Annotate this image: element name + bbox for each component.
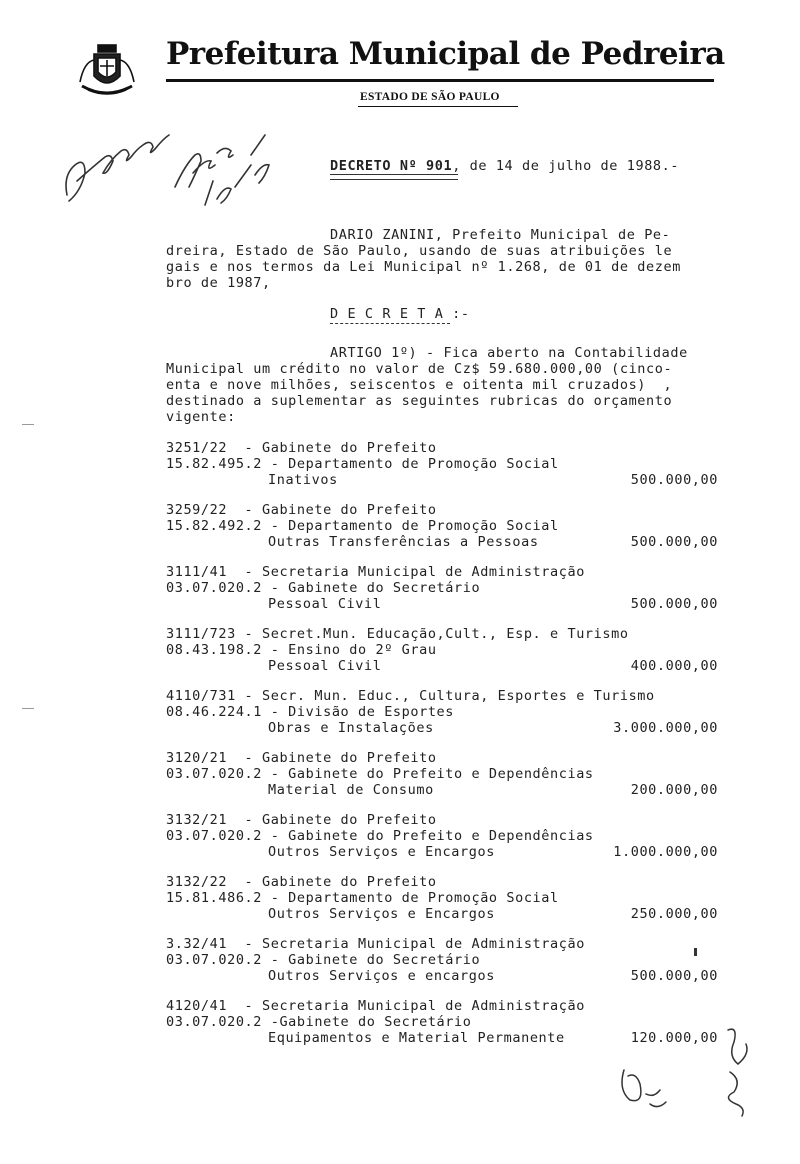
rubric-value: 3.000.000,00 xyxy=(613,720,718,736)
preamble-line: DARIO ZANINI, Prefeito Municipal de Pe- xyxy=(330,227,671,243)
decree-date: , de 14 de julho de 1988.- xyxy=(452,158,680,174)
coat-of-arms-icon xyxy=(74,42,140,102)
stray-mark xyxy=(694,948,697,956)
rubric-value: 400.000,00 xyxy=(630,658,718,674)
decreta-heading: D E C R E T A :- xyxy=(330,306,470,322)
state-subtitle: ESTADO DE SÃO PAULO xyxy=(360,91,500,103)
rubric-description: Obras e Instalações xyxy=(268,720,434,736)
rubric-program-line: 15.82.492.2 - Departamento de Promoção Social xyxy=(166,518,559,534)
rubric-value: 1.000.000,00 xyxy=(613,844,718,860)
rubric-code-line: 4110/731 - Secr. Mun. Educ., Cultura, Esportes e Turismo xyxy=(166,688,655,704)
rubric-code-line: 3.32/41 - Secretaria Municipal de Administração xyxy=(166,936,585,952)
article-line: destinado a suplementar as seguintes rubricas do orçamento xyxy=(166,393,673,409)
article-line: Municipal um crédito no valor de Cz$ 59.680.000,00 (cinco- xyxy=(166,361,673,377)
rubric-code-line: 3120/21 - Gabinete do Prefeito xyxy=(166,750,437,766)
handwritten-initials xyxy=(610,1020,760,1120)
rubric-value: 120.000,00 xyxy=(630,1030,718,1046)
article-line: ARTIGO 1º) - Fica aberto na Contabilidade xyxy=(330,345,688,361)
rubric-program-line: 03.07.020.2 - Gabinete do Prefeito e Dependências xyxy=(166,766,594,782)
rubric-value: 500.000,00 xyxy=(630,596,718,612)
rubric-description: Inativos xyxy=(268,472,338,488)
rubric-code-line: 3251/22 - Gabinete do Prefeito xyxy=(166,440,437,456)
rubric-value: 250.000,00 xyxy=(630,906,718,922)
rubric-program-line: 03.07.020.2 - Gabinete do Secretário xyxy=(166,952,481,968)
rubric-program-line: 15.82.495.2 - Departamento de Promoção Social xyxy=(166,456,559,472)
rubric-code-line: 3132/22 - Gabinete do Prefeito xyxy=(166,874,437,890)
rubric-description: Pessoal Civil xyxy=(268,596,382,612)
subtitle-underline xyxy=(358,106,518,107)
page-title: Prefeitura Municipal de Pedreira xyxy=(166,36,725,72)
handwritten-annotation xyxy=(55,95,295,235)
rubric-value: 200.000,00 xyxy=(630,782,718,798)
rubric-code-line: 3111/41 - Secretaria Municipal de Administração xyxy=(166,564,585,580)
rubric-description: Outros Serviços e Encargos xyxy=(268,906,495,922)
rubric-description: Outros Serviços e Encargos xyxy=(268,844,495,860)
rubric-value: 500.000,00 xyxy=(630,472,718,488)
rubric-program-line: 15.81.486.2 - Departamento de Promoção Social xyxy=(166,890,559,906)
preamble-line: gais e nos termos da Lei Municipal nº 1.268, de 01 de dezem xyxy=(166,259,681,275)
margin-tick xyxy=(22,424,34,425)
article-line: vigente: xyxy=(166,409,236,425)
rubric-code-line: 3111/723 - Secret.Mun. Educação,Cult., Esp. e Turismo xyxy=(166,626,629,642)
decree-number: DECRETO Nº 901 xyxy=(330,158,453,174)
decree-double-underline xyxy=(330,174,458,180)
rubric-program-line: 03.07.020.2 - Gabinete do Secretário xyxy=(166,580,481,596)
rubric-description: Outras Transferências a Pessoas xyxy=(268,534,539,550)
rubric-code-line: 4120/41 - Secretaria Municipal de Administração xyxy=(166,998,585,1014)
header-divider xyxy=(166,79,714,82)
preamble-line: dreira, Estado de São Paulo, usando de suas atribuições le xyxy=(166,243,673,259)
rubric-description: Outros Serviços e encargos xyxy=(268,968,495,984)
decree-heading xyxy=(330,158,679,174)
article-line: enta e nove milhões, seiscentos e oitenta mil cruzados) , xyxy=(166,377,673,393)
preamble-line: bro de 1987, xyxy=(166,275,271,291)
rubric-program-line: 03.07.020.2 - Gabinete do Prefeito e Dependências xyxy=(166,828,594,844)
rubric-value: 500.000,00 xyxy=(630,968,718,984)
rubric-description: Pessoal Civil xyxy=(268,658,382,674)
rubric-description: Equipamentos e Material Permanente xyxy=(268,1030,565,1046)
rubric-value: 500.000,00 xyxy=(630,534,718,550)
rubric-program-line: 03.07.020.2 -Gabinete do Secretário xyxy=(166,1014,472,1030)
rubric-code-line: 3132/21 - Gabinete do Prefeito xyxy=(166,812,437,828)
rubric-description: Material de Consumo xyxy=(268,782,434,798)
rubric-code-line: 3259/22 - Gabinete do Prefeito xyxy=(166,502,437,518)
rubric-program-line: 08.46.224.1 - Divisão de Esportes xyxy=(166,704,455,720)
rubric-program-line: 08.43.198.2 - Ensino do 2º Grau xyxy=(166,642,437,658)
decreta-underline xyxy=(330,323,450,324)
margin-tick xyxy=(22,708,34,709)
